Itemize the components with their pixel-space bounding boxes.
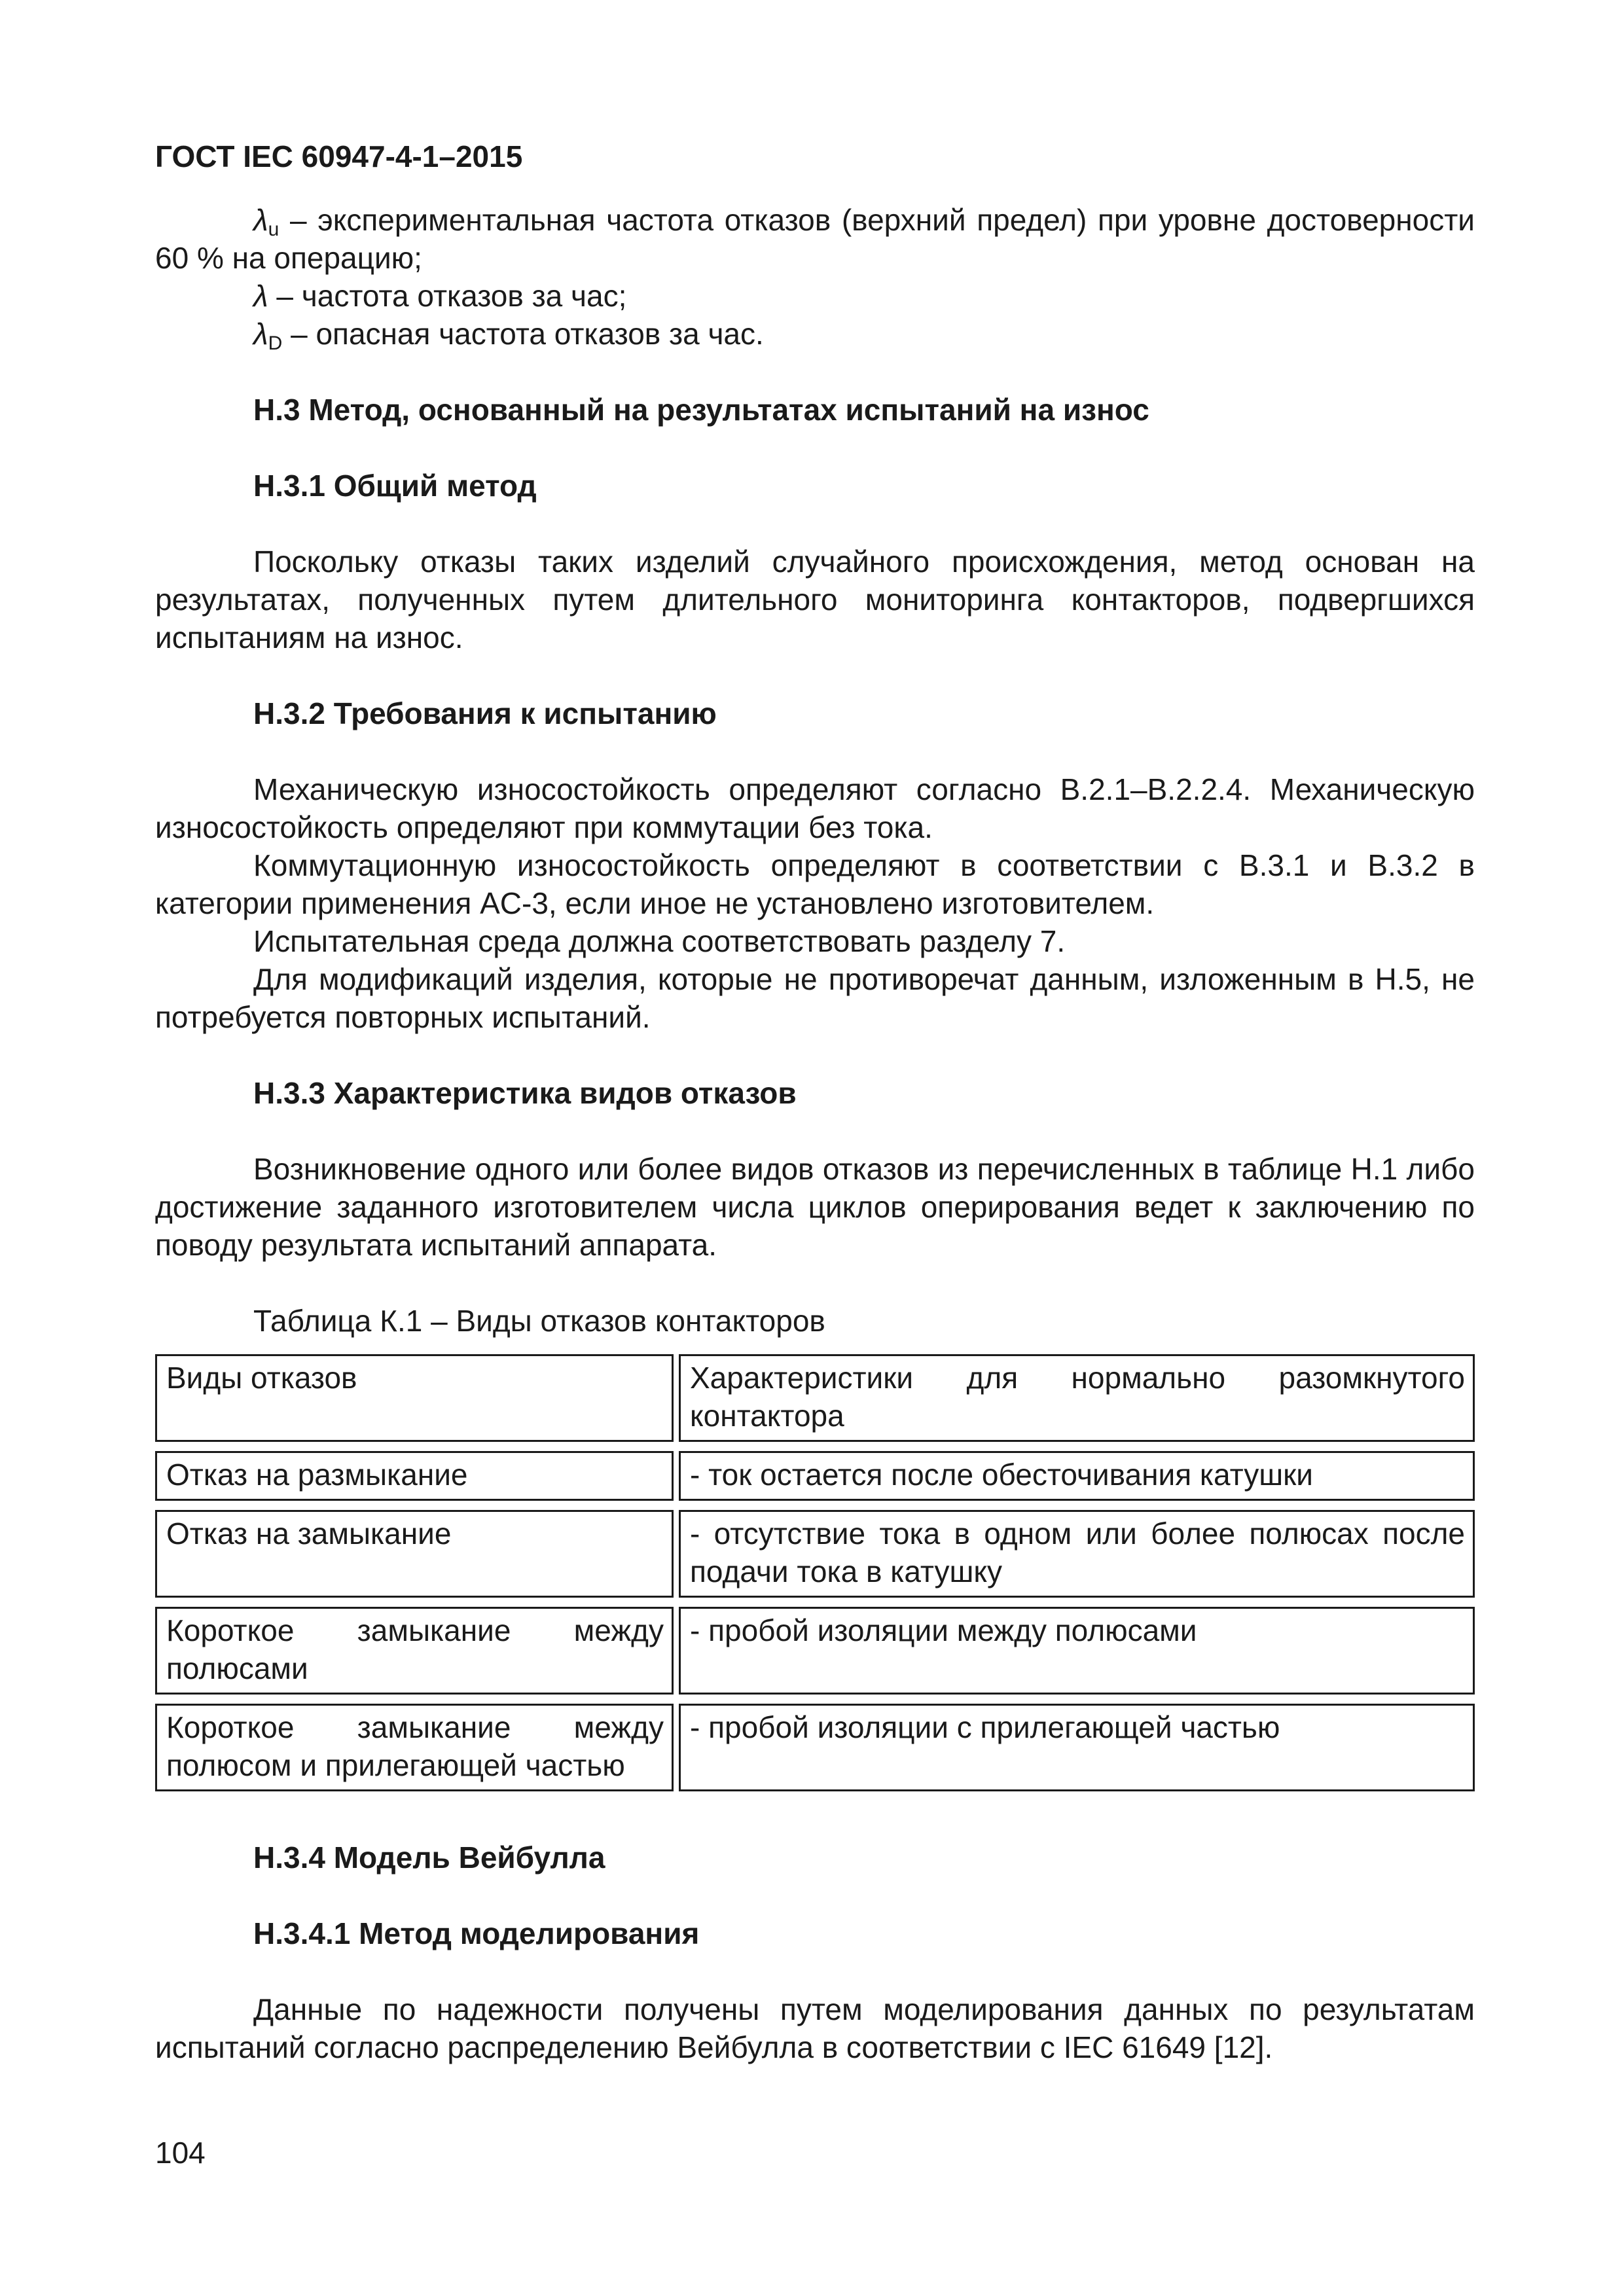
section-heading-h3: H.3 Метод, основанный на результатах испытаний на износ: [253, 393, 1149, 427]
table-cell: Отказ на замыкание: [155, 1510, 674, 1598]
definition-lambda-u: $\lambda_u$ – экспериментальная частота отказов (верхний предел) при уровне достоверности 60 % на операцию;: [155, 203, 1475, 275]
lambda-symbol: λ: [253, 317, 268, 351]
symbol-definitions: [155, 201, 1475, 353]
paragraph: Данные по надежности получены путем моделирования данных по результатам испытаний согласно распределению Вейбулла в соответствии с IEC 61649 [12].: [155, 1992, 1475, 2064]
table-row: [155, 1704, 1475, 1791]
table-row: [155, 1510, 1475, 1598]
table-row: [155, 1607, 1475, 1695]
table-header-cell: Характеристики для нормально разомкнутого контактора: [679, 1354, 1475, 1442]
table-cell: - ток остается после обесточивания катушки: [679, 1451, 1475, 1501]
table-cell: Короткое замыкание между полюсом и прилегающей частью: [155, 1704, 674, 1791]
paragraph: Механическую износостойкость определяют согласно B.2.1–B.2.2.4. Механическую износостойкость определяют при коммутации без тока.: [155, 772, 1475, 844]
table-caption: Таблица К.1 – Виды отказов контакторов: [253, 1304, 825, 1338]
page-content: [155, 201, 1475, 2066]
table-header-cell: Виды отказов: [155, 1354, 674, 1442]
section-heading-h3-4-1: H.3.4.1 Метод моделирования: [253, 1916, 700, 1950]
paragraph: Коммутационную износостойкость определяют в соответствии с B.3.1 и B.3.2 в категории применения AC-3, если иное не установлено изготовителем.: [155, 848, 1475, 920]
table-cell: - пробой изоляции между полюсами: [679, 1607, 1475, 1695]
section-heading-h3-1: H.3.1 Общий метод: [253, 469, 537, 503]
definition-lambda: λ – частота отказов за час;: [253, 279, 627, 313]
table-cell: Отказ на размыкание: [155, 1451, 674, 1501]
table-cell: - отсутствие тока в одном или более полюсах после подачи тока в катушку: [679, 1510, 1475, 1598]
table-cell: - пробой изоляции с прилегающей частью: [679, 1704, 1475, 1791]
paragraph: Возникновение одного или более видов отказов из перечисленных в таблице H.1 либо достижение заданного изготовителем числа циклов оперирования ведет к заключению по поводу результата испытаний аппарата.: [155, 1152, 1475, 1262]
lambda-symbol: λ: [253, 203, 268, 237]
section-heading-h3-2: H.3.2 Требования к испытанию: [253, 696, 717, 730]
table-cell: Короткое замыкание между полюсами: [155, 1607, 674, 1695]
failure-modes-table: [150, 1345, 1480, 1801]
paragraph: Испытательная среда должна соответствовать разделу 7.: [253, 924, 1066, 958]
section-heading-h3-3: H.3.3 Характеристика видов отказов: [253, 1076, 797, 1110]
table-header-row: [155, 1354, 1475, 1442]
paragraph: Для модификаций изделия, которые не противоречат данным, изложенным в H.5, не потребуется повторных испытаний.: [155, 962, 1475, 1034]
paragraph: Поскольку отказы таких изделий случайного происхождения, метод основан на результатах, полученных путем длительного мониторинга контакторов, подвергшихся испытаниям на износ.: [155, 545, 1475, 655]
table-row: [155, 1451, 1475, 1501]
page-number: 104: [155, 2136, 206, 2170]
definition-lambda-d: $\lambda_D$ – опасная частота отказов за час.: [253, 317, 764, 354]
lambda-symbol: λ: [253, 279, 268, 313]
section-heading-h3-4: H.3.4 Модель Вейбулла: [253, 1840, 605, 1874]
document-header: ГОСТ IEC 60947-4-1–2015: [155, 139, 523, 173]
